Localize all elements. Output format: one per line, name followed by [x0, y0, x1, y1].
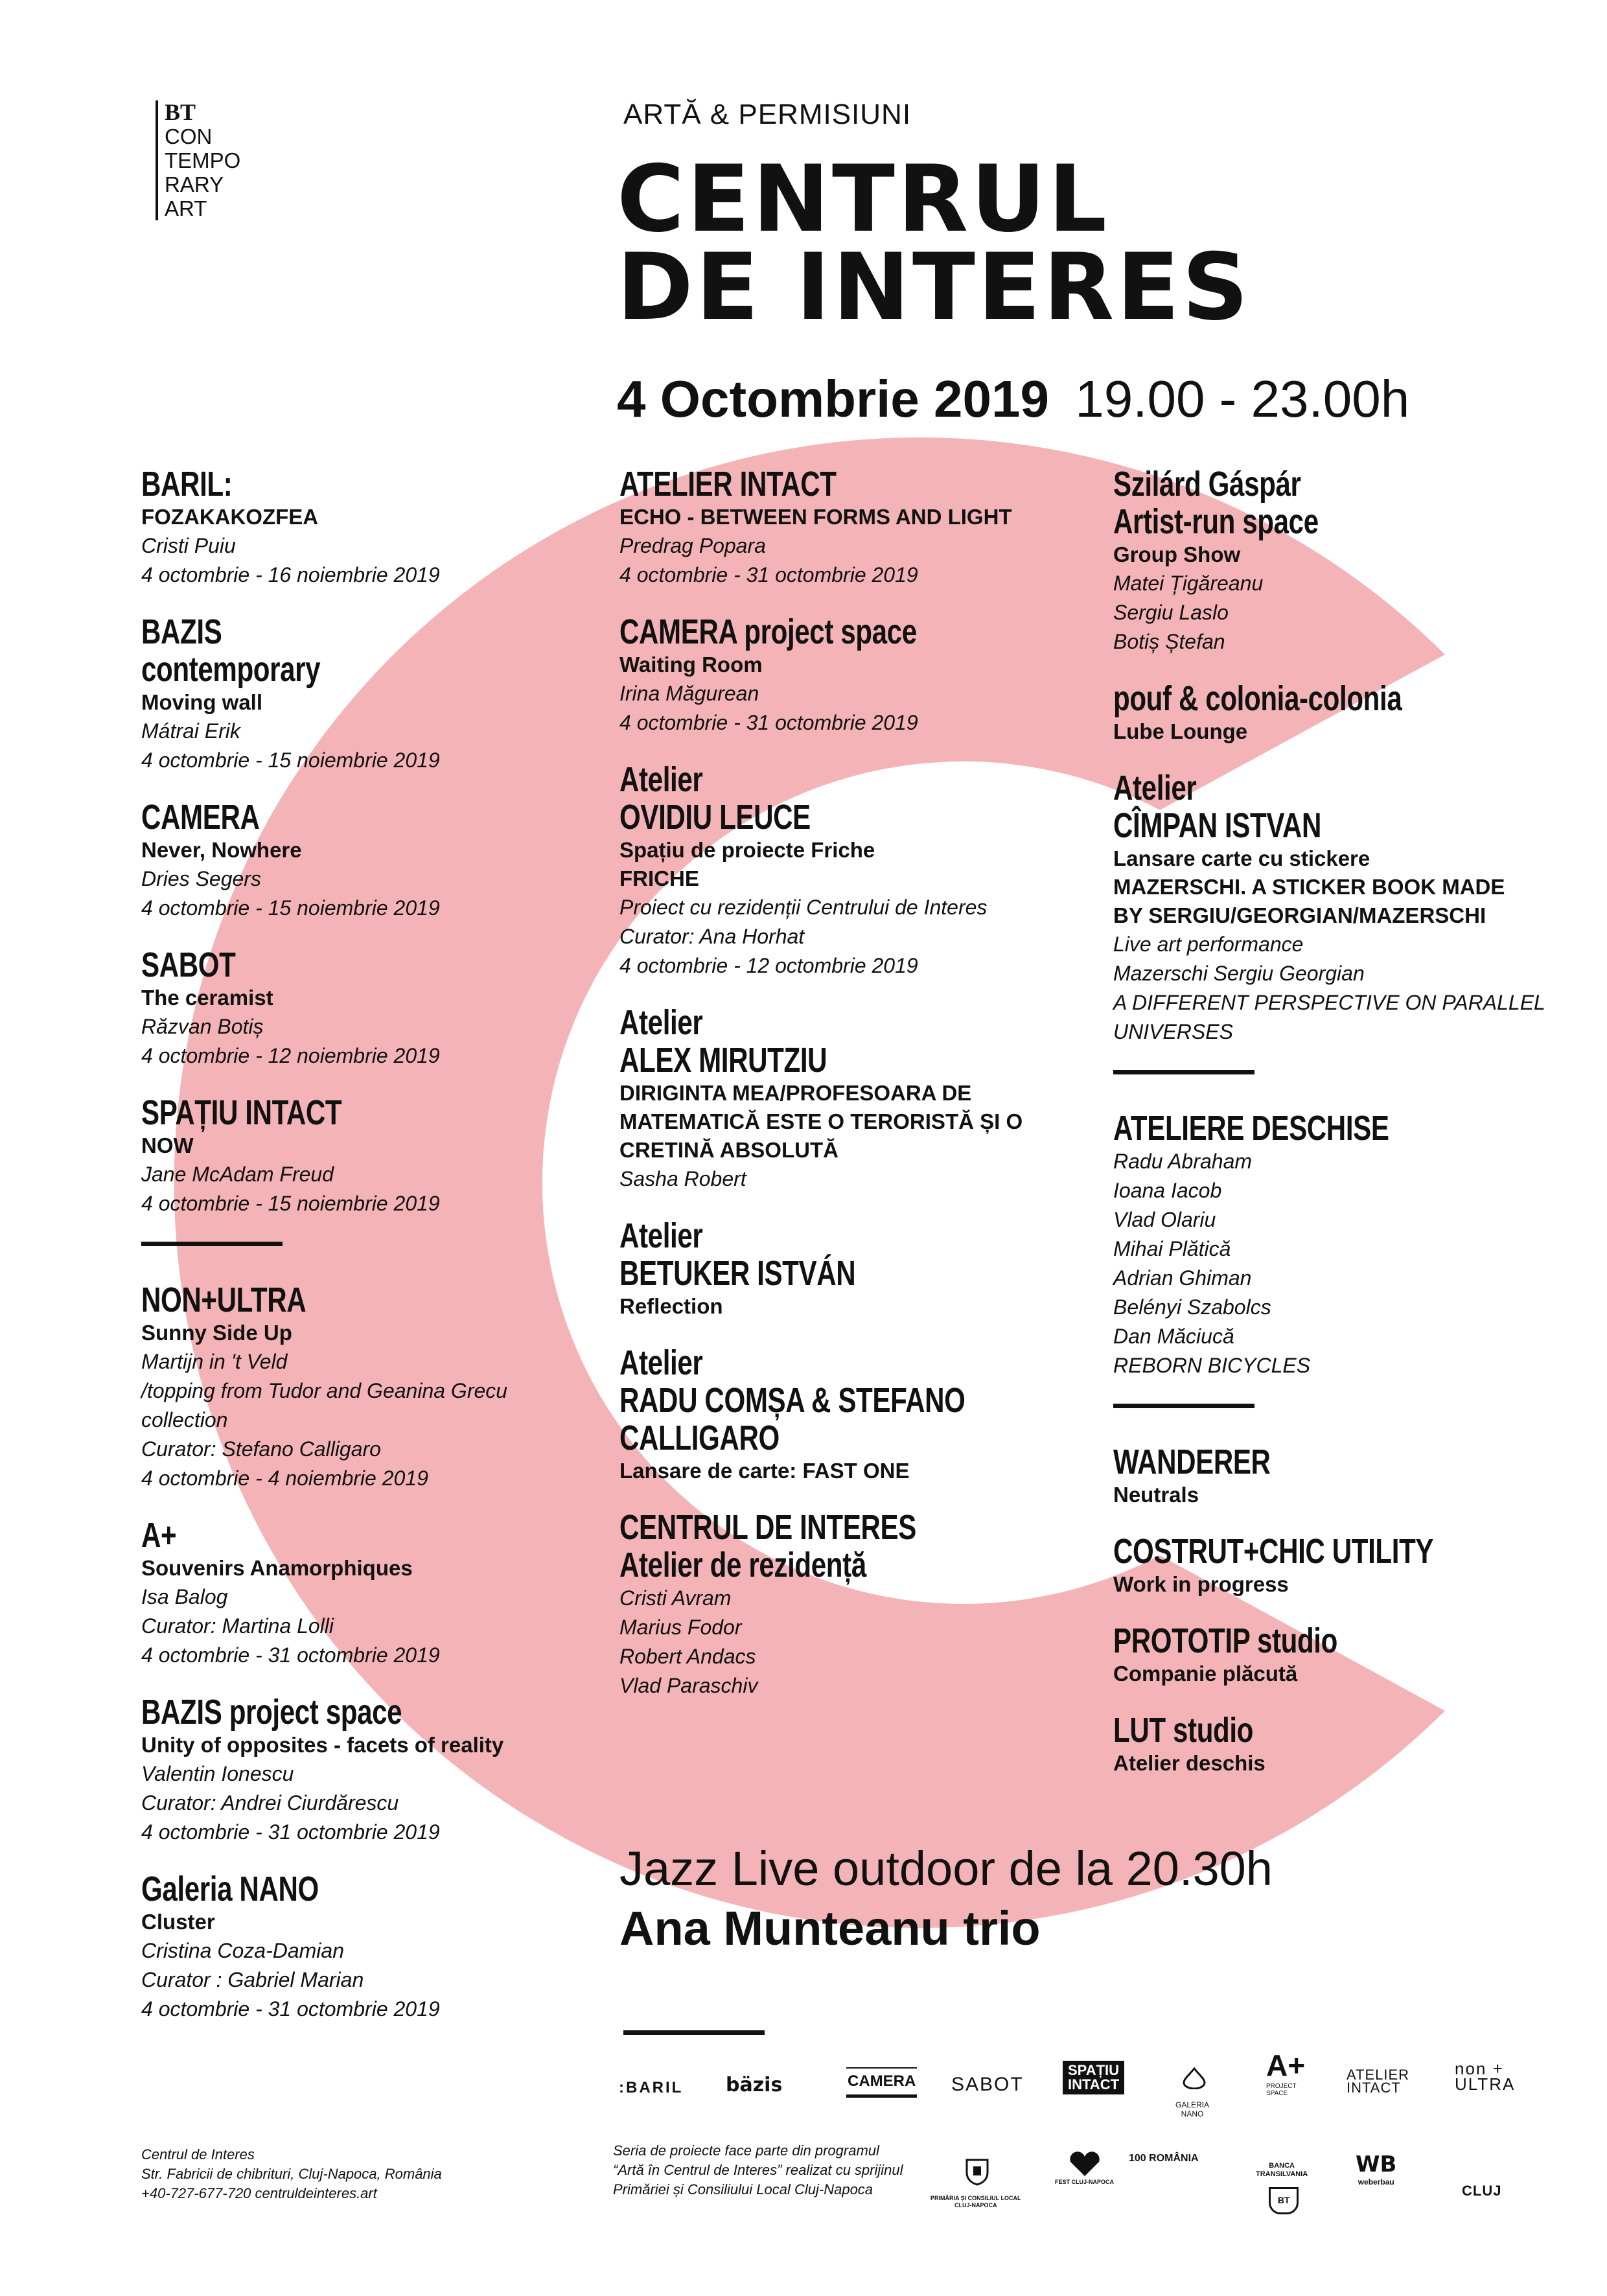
footer-address [141, 2145, 442, 2203]
entry-detail: Predrag Popara [619, 534, 766, 557]
exhibition-title: Reflection [619, 1294, 723, 1318]
exhibition-title: Atelier deschis [1113, 1751, 1266, 1775]
logo-line: BT [165, 99, 196, 125]
entry-detail: 4 octombrie - 31 octombrie 2019 [141, 1820, 440, 1844]
exhibition-title: Waiting Room [619, 653, 763, 677]
wb-text: weberbau [1358, 2177, 1394, 2186]
exhibition-title: Group Show [1113, 542, 1241, 566]
baril-logo: :BARIL [619, 2079, 684, 2096]
entry-detail: Belényi Szabolcs [1113, 1295, 1271, 1319]
entry-detail: Vlad Olariu [1113, 1208, 1216, 1231]
entry-detail: 4 octombrie - 15 noiembrie 2019 [141, 1192, 440, 1215]
venue-name: pouf & colonia-colonia [1113, 679, 1402, 718]
bt-shield-icon: BT [1269, 2187, 1299, 2214]
entry-detail: Răzvan Botiș [141, 1015, 264, 1038]
aplus-sub: PROJECT SPACE [1266, 2083, 1297, 2097]
divider-rule [1113, 1404, 1254, 1408]
venue-name: ATELIER INTACT [619, 465, 837, 504]
aplus-logo [1266, 2048, 1305, 2097]
entry-detail: Botiș Ștefan [1113, 630, 1225, 653]
date-text: 4 Octombrie 2019 [617, 370, 1049, 428]
venue-name: Atelier BETUKER ISTVÁN [619, 1216, 856, 1293]
entry-detail: 4 octombrie - 15 noiembrie 2019 [141, 748, 440, 772]
entry-detail: Adrian Ghiman [1113, 1266, 1252, 1290]
exhibition-title: The ceramist [141, 986, 273, 1010]
venue-name: BAZIS contemporary [141, 612, 321, 689]
entry-detail: Curator : Gabriel Marian [141, 1968, 364, 1991]
program-entry [141, 1094, 556, 1218]
banca-transilvania-logo [1256, 2145, 1308, 2214]
program-entry [141, 1693, 556, 1847]
exhibition-title: Spațiu de proiecte Friche FRICHE [619, 838, 875, 890]
divider-rule [623, 2030, 765, 2035]
bt-contemporary-art-logo [156, 100, 240, 220]
exhibition-title: Cluster [141, 1910, 215, 1934]
entry-detail: Live art performance [1113, 933, 1304, 956]
program-entry [141, 1516, 556, 1670]
program-entry [1113, 465, 1567, 656]
program-entry [1113, 1533, 1567, 1599]
entry-detail: Mátrai Erik [141, 719, 240, 743]
fest-logo [1055, 2151, 1114, 2185]
exhibition-title: Neutrals [1113, 1483, 1199, 1507]
atelier-intact-logo: ATELIER INTACT [1347, 2067, 1410, 2096]
entry-detail: Jane McAdam Freud [141, 1163, 334, 1186]
nano-drop-icon [1180, 2067, 1208, 2089]
galeria-nano-logo [1175, 2058, 1209, 2128]
entry-detail: Robert Andacs [619, 1645, 756, 1668]
entry-detail: Marius Fodor [619, 1616, 742, 1639]
entry-detail: 4 octombrie - 15 noiembrie 2019 [141, 896, 440, 920]
entry-detail: Martijn in 't Veld [141, 1350, 288, 1373]
venue-name: Atelier CÎMPAN ISTVAN [1113, 769, 1321, 845]
entry-detail: 4 octombrie - 31 octombrie 2019 [141, 1997, 440, 2021]
romania-100-logo: 100 ROMÂNIA [1129, 2153, 1199, 2164]
exhibition-title: Unity of opposites - facets of reality [141, 1733, 504, 1757]
entry-detail: Curator: Martina Lolli [141, 1614, 334, 1638]
program-entry [619, 1344, 1073, 1485]
entry-detail: Vlad Paraschiv [619, 1674, 758, 1697]
program-entry [1113, 680, 1567, 746]
venue-name: Atelier OVIDIU LEUCE [619, 760, 811, 837]
entry-detail: collection [141, 1408, 228, 1432]
entry-detail: Mihai Plătică [1113, 1237, 1231, 1260]
program-entry [141, 613, 556, 775]
footer-line: Str. Fabricii de chibrituri, Cluj-Napoca, România [141, 2166, 442, 2182]
program-entry [1113, 1443, 1567, 1509]
footer-line: Primăriei și Consiliului Local Cluj-Napoca [613, 2181, 873, 2197]
exhibition-title: FOZAKAKOZFEA [141, 505, 319, 529]
entry-detail: Dries Segers [141, 867, 261, 890]
venue-name: Atelier RADU COMȘA & STEFANO CALLIGARO [619, 1343, 965, 1457]
venue-name: CENTRUL DE INTERES Atelier de rezidență [619, 1508, 916, 1584]
exhibition-title: Companie plăcută [1113, 1662, 1298, 1686]
entry-detail: REBORN BICYCLES [1113, 1354, 1311, 1377]
entry-detail: A DIFFERENT PERSPECTIVE ON PARALLEL [1113, 991, 1545, 1014]
program-entry [141, 465, 556, 590]
coat-of-arms-icon [964, 2157, 990, 2186]
page-title [617, 146, 1251, 341]
exhibition-title: ECHO - BETWEEN FORMS AND LIGHT [619, 505, 1012, 529]
entry-detail: Proiect cu rezidenții Centrului de Interes [619, 896, 988, 919]
venue-name: BAZIS project space [141, 1693, 402, 1732]
venue-name: ATELIERE DESCHISE [1113, 1109, 1389, 1148]
program-entry [619, 1217, 1073, 1321]
footer-line: Seria de proiecte face parte din programul [613, 2142, 879, 2159]
exhibition-title: Lansare de carte: FAST ONE [619, 1459, 910, 1483]
cluj-logo: CLUJ [1462, 2183, 1502, 2199]
entry-detail: Cristina Coza-Damian [141, 1939, 344, 1962]
exhibition-title: NOW [141, 1133, 194, 1157]
program-entry [1113, 1711, 1567, 1778]
non-ultra-logo: non + ULTRA [1455, 2059, 1516, 2094]
title-line-2: DE INTERES [617, 234, 1251, 341]
venue-name: COSTRUT+CHIC UTILITY [1113, 1532, 1434, 1571]
program-entry [1113, 1622, 1567, 1688]
bt-bank-text: BANCA TRANSILVANIA [1256, 2162, 1308, 2178]
program-column-1 [141, 465, 556, 2047]
entry-detail: Matei Țigăreanu [1113, 572, 1264, 595]
divider-rule [141, 1242, 283, 1246]
logo-line: RARY [165, 172, 224, 196]
program-column-2 [619, 465, 1073, 1724]
entry-detail: Dan Măciucă [1113, 1325, 1234, 1348]
venue-name: Szilárd Gáspár Artist-run space [1113, 465, 1319, 541]
footer-line: “Artă în Centrul de Interes” realizat cu sprijinul [613, 2162, 903, 2178]
entry-detail: 4 octombrie - 31 octombrie 2019 [619, 711, 918, 734]
entry-detail: UNIVERSES [1113, 1020, 1233, 1043]
program-entry [141, 946, 556, 1071]
venue-name: SABOT [141, 945, 236, 984]
entry-detail: Irina Măgurean [619, 682, 759, 705]
weberbau-logo [1356, 2151, 1396, 2186]
aplus-mark: A+ [1266, 2048, 1306, 2082]
exhibition-title: Work in progress [1113, 1572, 1289, 1596]
header-kicker: ARTĂ & PERMISIUNI [623, 99, 912, 130]
fest-heart-icon [1068, 2151, 1102, 2177]
entry-detail: Radu Abraham [1113, 1150, 1253, 1173]
venue-name: A+ [141, 1516, 177, 1555]
exhibition-title: Sunny Side Up [141, 1321, 292, 1345]
primaria-logo [931, 2150, 1021, 2216]
exhibition-title: Never, Nowhere [141, 838, 302, 862]
jazz-performer: Ana Munteanu trio [619, 1901, 1041, 1955]
exhibition-title: Lansare carte cu stickere MAZERSCHI. A STICKER BOOK MADE BY SERGIU/GEORGIAN/MAZERSCHI [1113, 846, 1505, 927]
entry-detail: Ioana Iacob [1113, 1179, 1222, 1202]
entry-detail: /topping from Tudor and Geanina Grecu [141, 1379, 508, 1402]
venue-name: BARIL: [141, 465, 233, 504]
entry-detail: Curator: Andrei Ciurdărescu [141, 1791, 399, 1815]
time-text: 19.00 - 23.00h [1075, 370, 1410, 428]
entry-detail: Mazerschi Sergiu Georgian [1113, 962, 1365, 985]
footer-note [613, 2141, 903, 2199]
entry-detail: Sergiu Laslo [1113, 601, 1229, 624]
camera-logo: CAMERA [846, 2067, 917, 2098]
footer-line: Centrul de Interes [141, 2146, 255, 2163]
entry-detail: Cristi Puiu [141, 534, 236, 557]
entry-detail: Isa Balog [141, 1585, 228, 1608]
primaria-text: PRIMĂRIA ȘI CONSILIUL LOCAL CLUJ-NAPOCA [931, 2195, 1021, 2209]
entry-detail: Valentin Ionescu [141, 1762, 294, 1785]
entry-detail: 4 octombrie - 12 noiembrie 2019 [141, 1044, 440, 1067]
program-entry [1113, 769, 1567, 1047]
venue-name: Galeria NANO [141, 1870, 319, 1908]
exhibition-title: DIRIGINTA MEA/PROFESOARA DE MATEMATICĂ ESTE O TERORISTĂ ȘI O CRETINĂ ABSOLUTĂ [619, 1081, 1023, 1162]
program-entry [619, 465, 1073, 590]
venue-name: PROTOTIP studio [1113, 1621, 1337, 1660]
program-entry [619, 613, 1073, 737]
entry-detail: Cristi Avram [619, 1586, 732, 1610]
venue-name: CAMERA [141, 798, 260, 837]
program-entry [619, 761, 1073, 980]
jazz-line: Jazz Live outdoor de la 20.30h [619, 1842, 1273, 1896]
entry-detail: 4 octombrie - 16 noiembrie 2019 [141, 563, 440, 586]
venue-name: CAMERA project space [619, 612, 917, 651]
nano-text: GALERIA NANO [1175, 2100, 1210, 2118]
entry-detail: 4 octombrie - 31 octombrie 2019 [141, 1643, 440, 1667]
exhibition-title: Moving wall [141, 690, 263, 714]
program-entry [619, 1004, 1073, 1194]
logo-line: CON [165, 124, 213, 148]
logo-line: TEMPO [165, 148, 241, 172]
footer-line: +40-727-677-720 centruldeinteres.art [141, 2185, 377, 2201]
venue-name: Atelier ALEX MIRUTZIU [619, 1003, 827, 1080]
wb-mark: WB [1356, 2151, 1397, 2177]
venue-name: LUT studio [1113, 1711, 1254, 1750]
entry-detail: Curator: Stefano Calligaro [141, 1437, 381, 1461]
event-date [617, 369, 1409, 429]
program-entry [141, 1870, 556, 2024]
spatiu-intact-logo: SPAȚIU INTACT [1063, 2061, 1124, 2094]
entry-detail: 4 octombrie - 4 noiembrie 2019 [141, 1467, 428, 1490]
entry-detail: Curator: Ana Horhat [619, 925, 805, 948]
fest-text: FEST CLUJ-NAPOCA [1055, 2179, 1115, 2185]
entry-detail: 4 octombrie - 12 octombrie 2019 [619, 954, 918, 977]
exhibition-title: Lube Lounge [1113, 719, 1248, 743]
program-entry [619, 1509, 1073, 1700]
venue-name: NON+ULTRA [141, 1281, 306, 1319]
bazis-logo: bäzis [726, 2074, 783, 2096]
venue-name: SPAȚIU INTACT [141, 1093, 342, 1132]
sabot-logo: SABOT [951, 2074, 1024, 2095]
program-column-3 [1113, 465, 1567, 1801]
exhibition-title: Souvenirs Anamorphiques [141, 1556, 413, 1580]
jazz-announcement [619, 1839, 1273, 1958]
program-entry [141, 1281, 556, 1493]
divider-rule [1113, 1070, 1254, 1074]
program-entry [1113, 1109, 1567, 1380]
title-line-1: CENTRUL [617, 146, 1110, 253]
venue-name: WANDERER [1113, 1443, 1271, 1481]
program-entry [141, 798, 556, 923]
entry-detail: 4 octombrie - 31 octombrie 2019 [619, 563, 918, 586]
logo-line: ART [165, 196, 207, 220]
entry-detail: Sasha Robert [619, 1167, 746, 1190]
